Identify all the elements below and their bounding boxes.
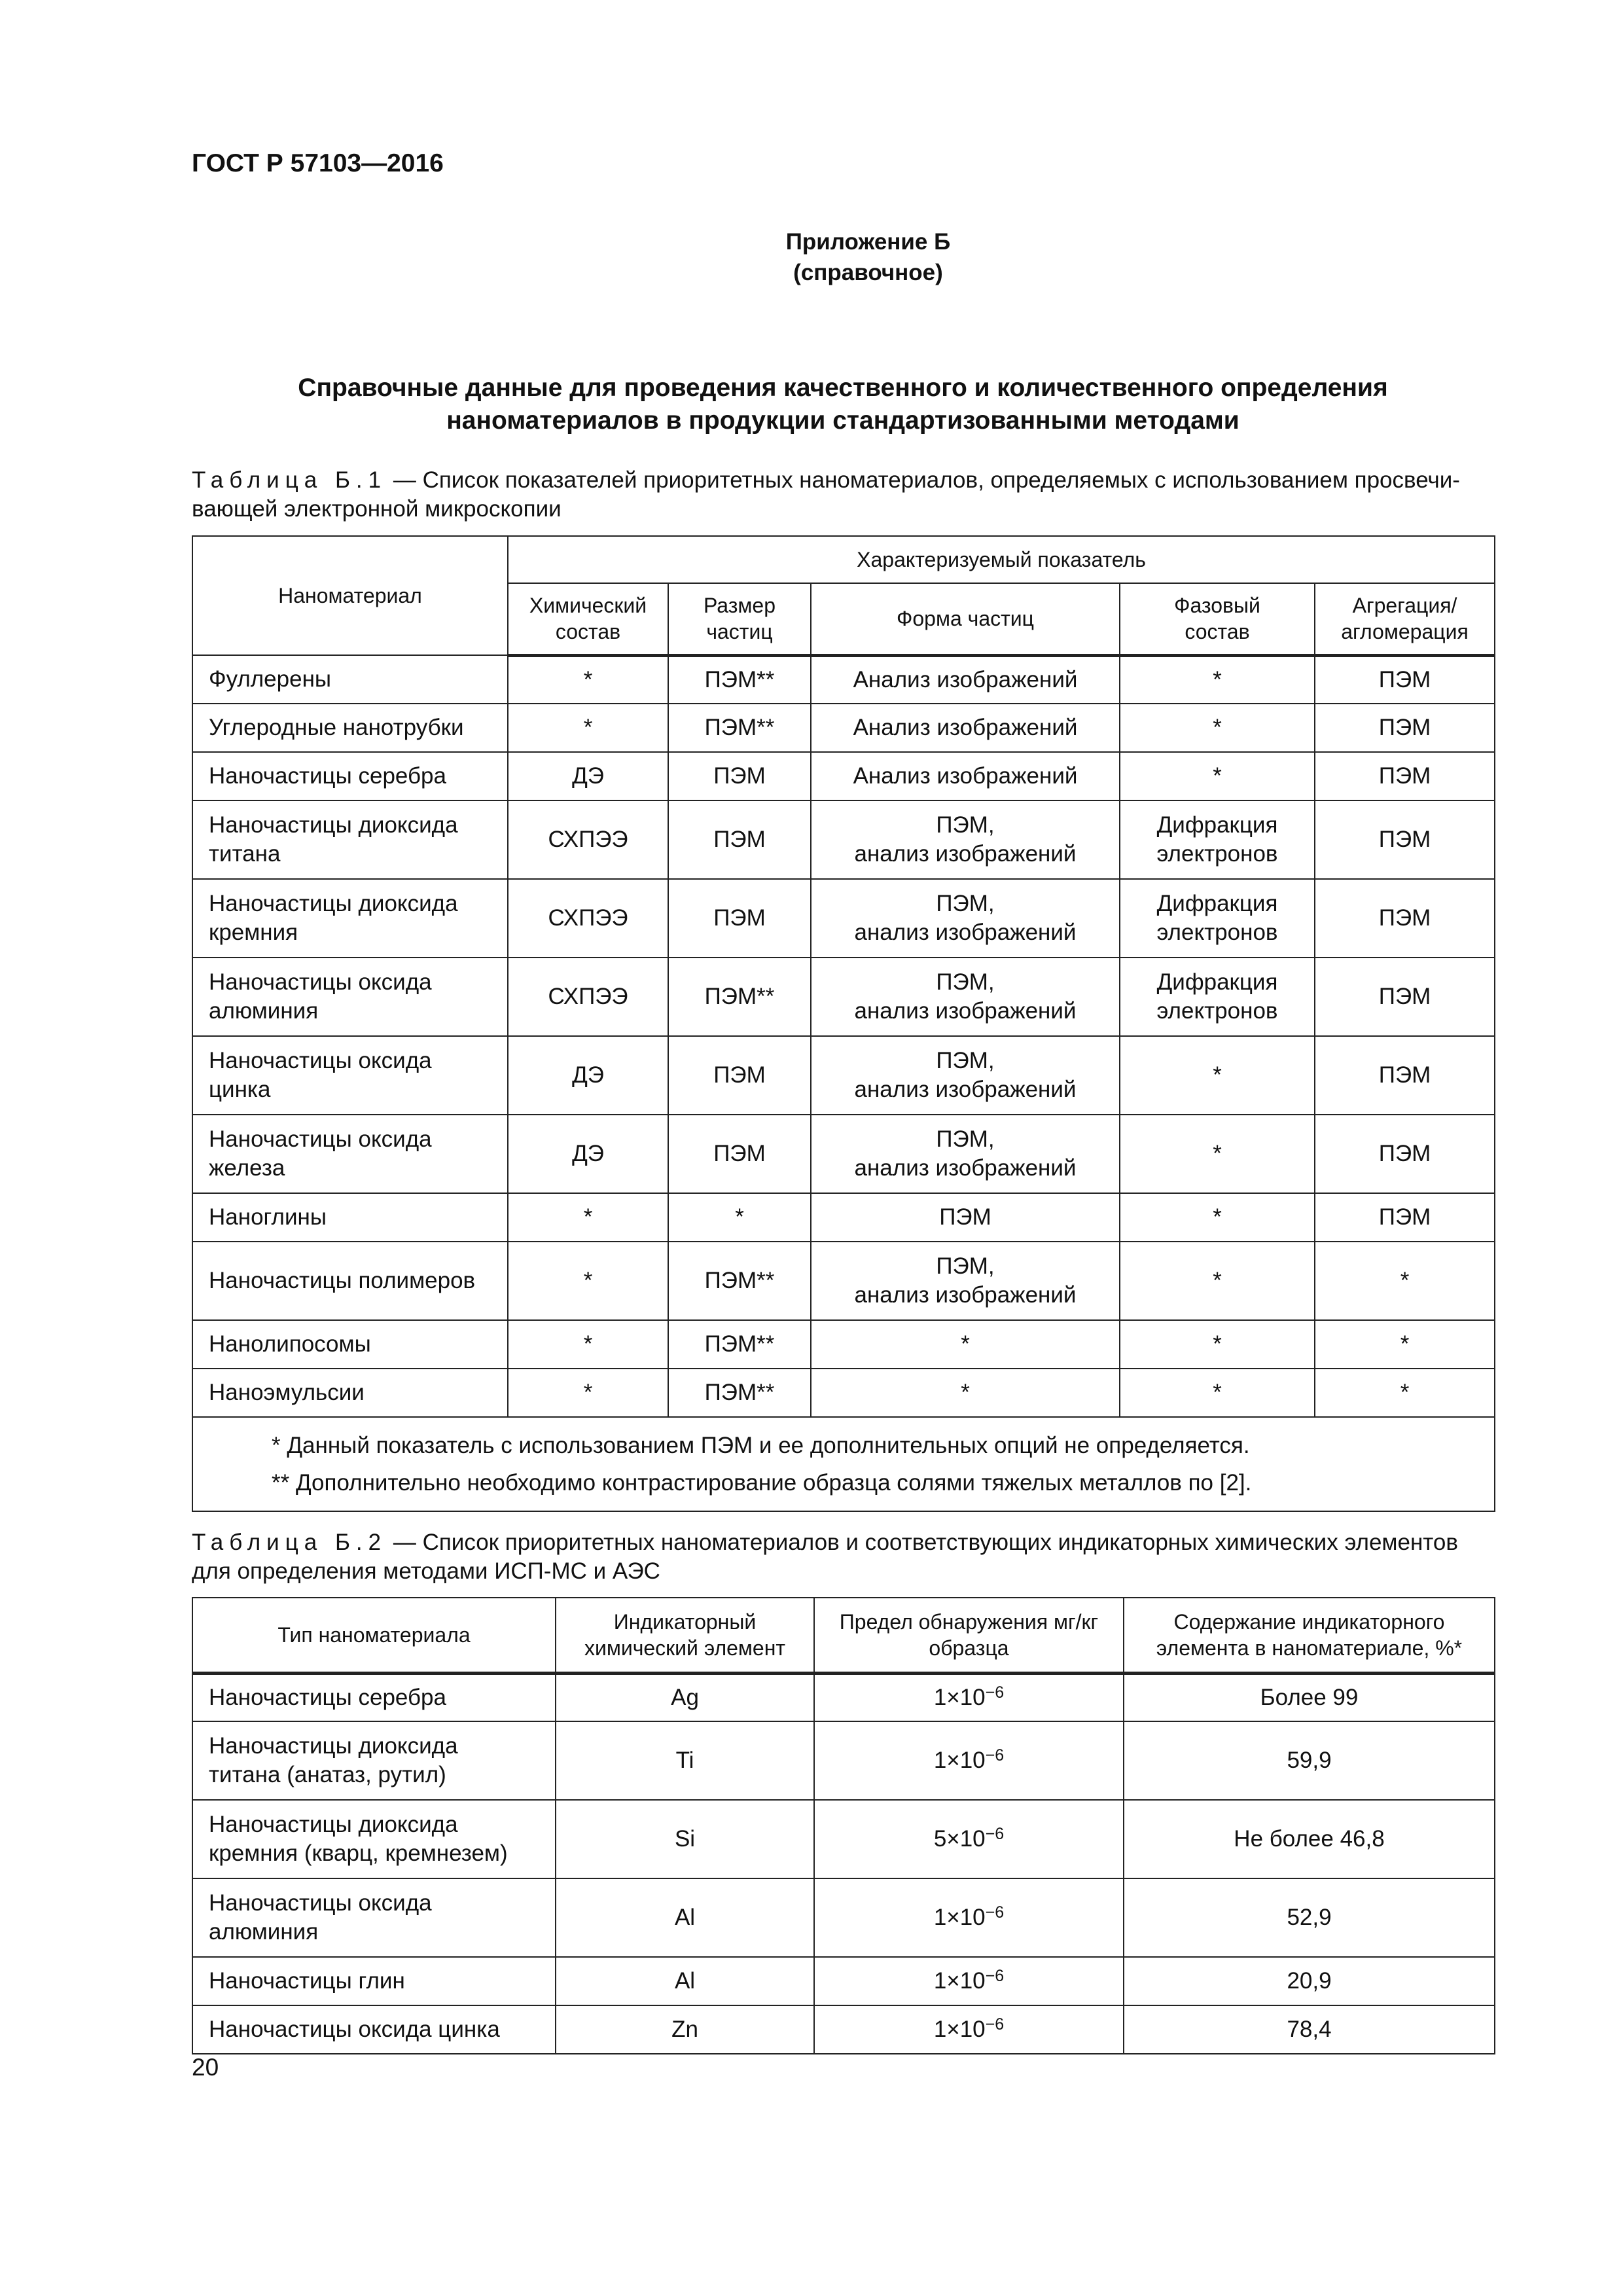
table1-row [192, 704, 1495, 752]
cell-line: * [1213, 1141, 1222, 1166]
table2-row [192, 2005, 1495, 2054]
cell-line: ПЭМ, [936, 969, 995, 995]
element-cell: Al [556, 1878, 814, 1957]
cell-line: ПЭМ, [936, 891, 995, 916]
table2 [192, 1597, 1495, 2054]
table1-row [192, 752, 1495, 800]
shape-cell [811, 704, 1120, 752]
content-cell: Не более 46,8 [1124, 1800, 1495, 1878]
chem-cell: ДЭ [508, 1115, 668, 1193]
appendix-title: Приложение Б [785, 229, 951, 255]
cell-line: анализ изображений [854, 1155, 1077, 1181]
table1-note-1: * Данный показатель с использованием ПЭМ и ее дополнительных опций не определяется. [272, 1433, 1250, 1458]
chem-cell: ДЭ [508, 752, 668, 800]
aggregation-cell: ПЭМ [1315, 879, 1495, 958]
document-title-line2: наноматериалов в продукции стандартизованными методами [446, 406, 1240, 435]
detection-limit-cell [814, 2005, 1124, 2054]
chem-cell: ДЭ [508, 1036, 668, 1115]
nanomaterial-type-cell [192, 2005, 556, 2054]
cell-line: Дифракция [1156, 812, 1278, 838]
material-name-cell [192, 1242, 508, 1320]
cell-line: Дифракция [1156, 891, 1278, 916]
cell-line: Наночастицы диоксида [209, 812, 458, 838]
aggregation-cell: * [1315, 1369, 1495, 1417]
limit-exponent: −6 [985, 1967, 1005, 1985]
appendix-heading [0, 226, 1623, 288]
table2-row [192, 1721, 1495, 1800]
table1-header-chem: Химический состав [508, 583, 668, 655]
cell-line: * [961, 1380, 970, 1405]
limit-exponent: −6 [985, 1746, 1005, 1765]
element-cell: Si [556, 1800, 814, 1878]
aggregation-cell: ПЭМ [1315, 655, 1495, 704]
material-name-cell [192, 958, 508, 1036]
table1-header-aggregation: Агрегация/ агломерация [1315, 583, 1495, 655]
aggregation-cell: * [1315, 1320, 1495, 1369]
limit-exponent: −6 [985, 1903, 1005, 1922]
shape-cell [811, 958, 1120, 1036]
aggregation-cell: * [1315, 1242, 1495, 1320]
aggregation-cell: ПЭМ [1315, 704, 1495, 752]
shape-cell [811, 1115, 1120, 1193]
aggregation-cell: ПЭМ [1315, 1193, 1495, 1242]
detection-limit-cell [814, 1800, 1124, 1878]
cell-line: электронов [1156, 920, 1278, 945]
material-name-cell [192, 1193, 508, 1242]
size-cell: ПЭМ [668, 752, 811, 800]
cell-line: * [961, 1331, 970, 1357]
limit-mantissa: 1×10 [933, 1905, 986, 1930]
phase-cell [1120, 655, 1315, 704]
table1-row [192, 958, 1495, 1036]
shape-cell [811, 1320, 1120, 1369]
element-cell: Ag [556, 1673, 814, 1721]
material-name-cell [192, 1115, 508, 1193]
table2-header-type: Тип наноматериала [192, 1598, 556, 1673]
content-cell: Более 99 [1124, 1673, 1495, 1721]
cell-line: Дифракция [1156, 969, 1278, 995]
appendix-type: (справочное) [793, 260, 943, 285]
size-cell: ПЭМ [668, 879, 811, 958]
cell-line: ПЭМ, [936, 1253, 995, 1279]
cell-line: титана [209, 841, 281, 867]
size-cell: * [668, 1193, 811, 1242]
cell-line: цинка [209, 1077, 271, 1102]
cell-line: * [1213, 666, 1222, 692]
aggregation-cell: ПЭМ [1315, 800, 1495, 879]
table2-caption-label: Таблица Б.2 [192, 1530, 387, 1555]
table1-row [192, 1369, 1495, 1417]
cell-line: Наночастицы оксида цинка [209, 2017, 500, 2042]
cell-line: Анализ изображений [853, 763, 1078, 789]
cell-line: анализ изображений [854, 920, 1077, 945]
chem-cell: СХПЭЭ [508, 800, 668, 879]
cell-line: * [1213, 1380, 1222, 1405]
table1-row [192, 1242, 1495, 1320]
size-cell: ПЭМ [668, 1115, 811, 1193]
page-number: 20 [192, 2054, 219, 2081]
size-cell: ПЭМ [668, 1036, 811, 1115]
phase-cell [1120, 1036, 1315, 1115]
phase-cell [1120, 1193, 1315, 1242]
limit-exponent: −6 [985, 1683, 1005, 1702]
cell-line: Наночастицы оксида [209, 1048, 432, 1073]
shape-cell [811, 1369, 1120, 1417]
nanomaterial-type-cell [192, 1800, 556, 1878]
table2-header-element: Индикаторный химический элемент [556, 1598, 814, 1673]
cell-line: кремния (кварц, кремнезем) [209, 1840, 508, 1866]
limit-exponent: −6 [985, 2015, 1005, 2034]
cell-line: Анализ изображений [853, 666, 1078, 692]
table2-row [192, 1800, 1495, 1878]
size-cell: ПЭМ** [668, 1242, 811, 1320]
phase-cell [1120, 958, 1315, 1036]
chem-cell: * [508, 704, 668, 752]
table1-caption-label: Таблица Б.1 [192, 467, 387, 493]
table2-row [192, 1957, 1495, 2005]
detection-limit-cell [814, 1878, 1124, 1957]
cell-line: Наноглины [209, 1204, 327, 1230]
content-cell: 20,9 [1124, 1957, 1495, 2005]
table1-caption [192, 466, 1494, 524]
chem-cell: * [508, 1369, 668, 1417]
material-name-cell [192, 879, 508, 958]
table1-row [192, 1036, 1495, 1115]
detection-limit-cell [814, 1721, 1124, 1800]
shape-cell [811, 1193, 1120, 1242]
material-name-cell [192, 800, 508, 879]
detection-limit-cell [814, 1673, 1124, 1721]
detection-limit-cell [814, 1957, 1124, 2005]
phase-cell [1120, 879, 1315, 958]
cell-line: Наночастицы оксида [209, 1126, 432, 1152]
chem-cell: * [508, 1193, 668, 1242]
cell-line: * [1213, 1204, 1222, 1230]
cell-line: анализ изображений [854, 841, 1077, 867]
element-cell: Ti [556, 1721, 814, 1800]
shape-cell [811, 1036, 1120, 1115]
material-name-cell [192, 1036, 508, 1115]
cell-line: Наночастицы оксида [209, 969, 432, 995]
table2-header-limit: Предел обнаружения мг/кг образца [814, 1598, 1124, 1673]
cell-line: алюминия [209, 998, 319, 1024]
table2-caption [192, 1528, 1494, 1586]
cell-line: Анализ изображений [853, 715, 1078, 740]
size-cell: ПЭМ** [668, 958, 811, 1036]
cell-line: Наночастицы полимеров [209, 1268, 476, 1293]
chem-cell: СХПЭЭ [508, 879, 668, 958]
cell-line: анализ изображений [854, 998, 1077, 1024]
size-cell: ПЭМ** [668, 1369, 811, 1417]
size-cell: ПЭМ** [668, 1320, 811, 1369]
size-cell: ПЭМ** [668, 704, 811, 752]
table1-row [192, 800, 1495, 879]
limit-mantissa: 1×10 [933, 1748, 986, 1773]
table1-header-material: Наноматериал [192, 536, 508, 655]
table1-row [192, 1320, 1495, 1369]
phase-cell [1120, 1369, 1315, 1417]
aggregation-cell: ПЭМ [1315, 958, 1495, 1036]
limit-mantissa: 5×10 [933, 1826, 986, 1852]
shape-cell [811, 1242, 1120, 1320]
cell-line: Наночастицы глин [209, 1968, 405, 1994]
cell-line: ПЭМ, [936, 1048, 995, 1073]
table1-row [192, 879, 1495, 958]
phase-cell [1120, 752, 1315, 800]
cell-line: электронов [1156, 998, 1278, 1024]
cell-line: * [1213, 715, 1222, 740]
cell-line: Наночастицы диоксида [209, 1733, 458, 1759]
cell-line: Наночастицы диоксида [209, 891, 458, 916]
table1-header-group: Характеризуемый показатель [508, 536, 1495, 583]
table1-notes [192, 1417, 1495, 1511]
cell-line: Наночастицы диоксида [209, 1812, 458, 1837]
limit-mantissa: 1×10 [933, 1684, 986, 1710]
table2-caption-text: — Список приоритетных наноматериалов и соответствующих индикаторных химических элементов [387, 1530, 1458, 1555]
material-name-cell [192, 1369, 508, 1417]
size-cell: ПЭМ** [668, 655, 811, 704]
material-name-cell [192, 1320, 508, 1369]
cell-line: алюминия [209, 1919, 319, 1945]
table1-caption-text-cont: вающей электронной микроскопии [192, 496, 562, 522]
element-cell: Zn [556, 2005, 814, 2054]
table1-header-size: Размер частиц [668, 583, 811, 655]
cell-line: Нанолипосомы [209, 1331, 371, 1357]
limit-mantissa: 1×10 [933, 2017, 986, 2042]
element-cell: Al [556, 1957, 814, 2005]
cell-line: ПЭМ, [936, 812, 995, 838]
cell-line: Фуллерены [209, 666, 332, 692]
nanomaterial-type-cell [192, 1878, 556, 1957]
cell-line: электронов [1156, 841, 1278, 867]
chem-cell: * [508, 1242, 668, 1320]
aggregation-cell: ПЭМ [1315, 1036, 1495, 1115]
cell-line: анализ изображений [854, 1282, 1077, 1308]
table1-note-2: ** Дополнительно необходимо контрастирование образца солями тяжелых металлов по [2]. [272, 1470, 1252, 1496]
phase-cell [1120, 1115, 1315, 1193]
shape-cell [811, 879, 1120, 958]
cell-line: Наночастицы серебра [209, 1684, 446, 1710]
phase-cell [1120, 800, 1315, 879]
shape-cell [811, 655, 1120, 704]
table1-row [192, 655, 1495, 704]
content-cell: 52,9 [1124, 1878, 1495, 1957]
table1 [192, 535, 1495, 1512]
shape-cell [811, 800, 1120, 879]
content-cell: 78,4 [1124, 2005, 1495, 2054]
cell-line: кремния [209, 920, 298, 945]
table2-row [192, 1673, 1495, 1721]
standard-code: ГОСТ Р 57103—2016 [192, 149, 444, 177]
nanomaterial-type-cell [192, 1957, 556, 2005]
table2-body [192, 1673, 1495, 2054]
chem-cell: СХПЭЭ [508, 958, 668, 1036]
limit-mantissa: 1×10 [933, 1968, 986, 1994]
material-name-cell [192, 655, 508, 704]
table1-caption-text: — Список показателей приоритетных наноматериалов, определяемых с использованием просвечи- [387, 467, 1460, 493]
cell-line: * [1213, 1268, 1222, 1293]
cell-line: титана (анатаз, рутил) [209, 1762, 446, 1787]
material-name-cell [192, 752, 508, 800]
nanomaterial-type-cell [192, 1673, 556, 1721]
cell-line: Углеродные нанотрубки [209, 715, 464, 740]
cell-line: Наноэмульсии [209, 1380, 365, 1405]
cell-line: железа [209, 1155, 285, 1181]
material-name-cell [192, 704, 508, 752]
cell-line: анализ изображений [854, 1077, 1077, 1102]
phase-cell [1120, 1242, 1315, 1320]
cell-line: Наночастицы оксида [209, 1890, 432, 1916]
cell-line: * [1213, 1062, 1222, 1088]
content-cell: 59,9 [1124, 1721, 1495, 1800]
limit-exponent: −6 [985, 1825, 1005, 1843]
shape-cell [811, 752, 1120, 800]
table1-body [192, 655, 1495, 1417]
table2-caption-text-cont: для определения методами ИСП-МС и АЭС [192, 1558, 660, 1584]
document-title-line1: Справочные данные для проведения качественного и количественного определения [298, 374, 1388, 402]
nanomaterial-type-cell [192, 1721, 556, 1800]
table1-header-shape: Форма частиц [811, 583, 1120, 655]
document-title [192, 372, 1494, 437]
table2-header-content: Содержание индикаторного элемента в наноматериале, %* [1124, 1598, 1495, 1673]
cell-line: * [1213, 763, 1222, 789]
chem-cell: * [508, 1320, 668, 1369]
chem-cell: * [508, 655, 668, 704]
table1-header-phase: Фазовый состав [1120, 583, 1315, 655]
table1-row [192, 1115, 1495, 1193]
aggregation-cell: ПЭМ [1315, 1115, 1495, 1193]
cell-line: ПЭМ, [936, 1126, 995, 1152]
cell-line: Наночастицы серебра [209, 763, 446, 789]
phase-cell [1120, 704, 1315, 752]
aggregation-cell: ПЭМ [1315, 752, 1495, 800]
cell-line: ПЭМ [939, 1204, 991, 1230]
phase-cell [1120, 1320, 1315, 1369]
size-cell: ПЭМ [668, 800, 811, 879]
table1-row [192, 1193, 1495, 1242]
table2-row [192, 1878, 1495, 1957]
cell-line: * [1213, 1331, 1222, 1357]
